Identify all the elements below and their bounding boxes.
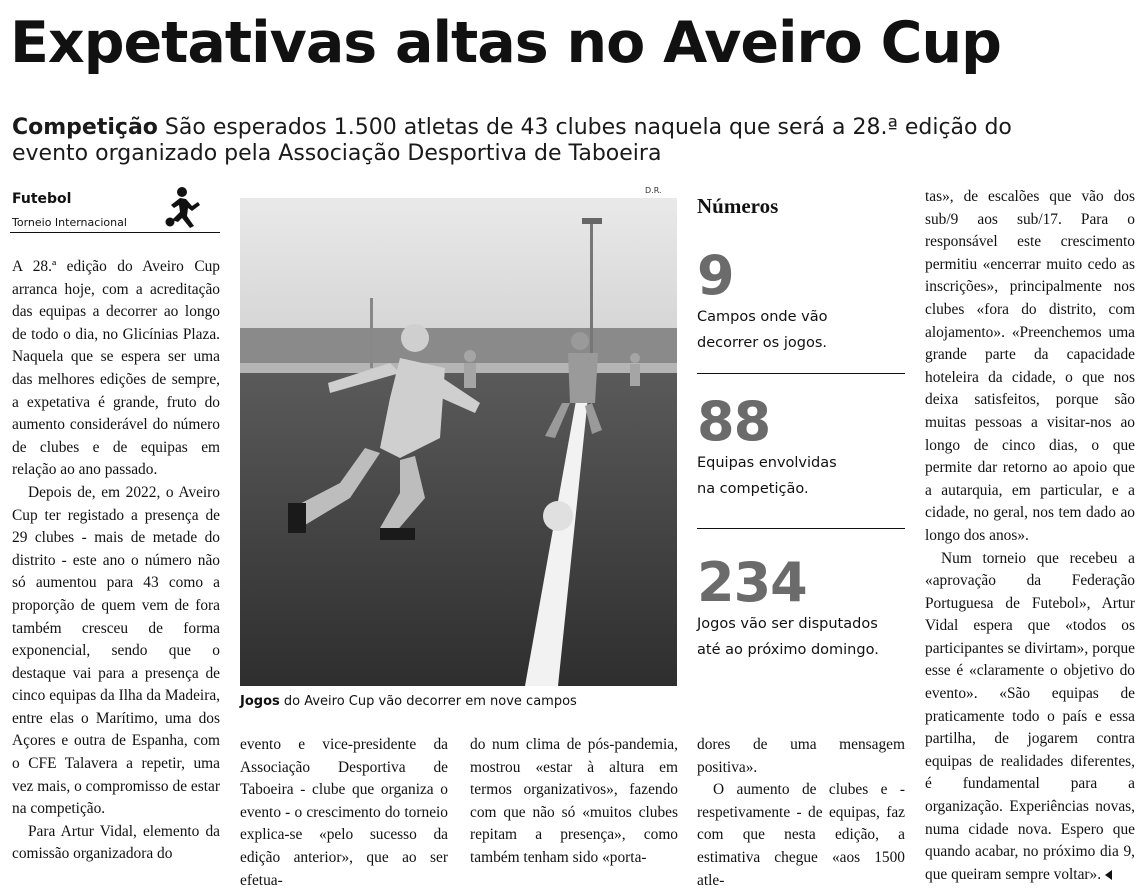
standfirst-text: São esperados 1.500 atletas de 43 clubes naquela que será a 28.ª edição do evento organizado pela Associação Desportiva de Taboeira [12, 115, 1012, 166]
caption-lead: Jogos [240, 694, 280, 709]
stat-campos [697, 244, 905, 356]
standfirst [12, 115, 1012, 167]
stat-divider [697, 528, 905, 529]
photo-caption [240, 694, 677, 709]
match-photo [240, 198, 677, 686]
paragraph: Depois de, em 2022, o Aveiro Cup ter registado a presença de 29 clubes - mais de metade do distrito - este ano o número não só aumentou para 43 como a proporção de quem vem de fora também cresceu de forma exponencial, sendo que o destaque vai para a presença de cinco equipas da Ilha da Madeira, entre elas o Marítimo, uma dos Açores e outra de Espanha, com o CFE Talavera a repetir, uma vez mais, o compromisso de estar na competição. [12, 483, 220, 818]
paragraph: do num clima de pós-pandemia, mostrou «estar à altura em termos organizativos», fazendo com que não só «muitos clubes repitam a presença», como também tenham sido «porta- [470, 736, 678, 866]
paragraph: Para Artur Vidal, elemento da comissão organizadora do [12, 822, 220, 863]
stat-desc: Jogos vão ser disputados [697, 616, 878, 632]
stat-desc: na competição. [697, 481, 809, 497]
article-column-1 [12, 256, 220, 866]
paragraph: O aumento de clubes e - respetivamente - de equipas, faz com que nesta edição, a estimativa chegue «aos 1500 atle- [697, 781, 905, 889]
stat-divider [697, 373, 905, 374]
numbers-title: Números [697, 194, 779, 218]
stat-jogos [697, 551, 905, 663]
stat-desc: até ao próximo domingo. [697, 642, 879, 658]
stat-equipas [697, 390, 905, 502]
headline: Expetativas altas no Aveiro Cup [10, 10, 1001, 76]
paragraph: evento e vice-presidente da Associação Desportiva de Taboeira - clube que organiza o evento - o crescimento do torneio explica-se «pelo sucesso da edição anterior», que ao ser efetua- [240, 736, 448, 889]
paragraph: A 28.ª edição do Aveiro Cup arranca hoje, com a acreditação das equipas a decorrer ao longo de todo o dia, no Glicínias Plaza. Naquela que se espera ser uma das melhores edições de sempre, a expetativa é grande, fruto do aumento considerável do número de clubes e de equipas em relação ao ano passado. [12, 258, 220, 479]
paragraph: tas», de escalões que vão dos sub/9 aos sub/17. Para o responsável este crescimento permitiu «encerrar muito cedo as inscrições», principalmente nos clubes «fora do distrito, com alojamento». «Preenchemos uma grande parte da capacidade hoteleira da cidade, o que nos deixa satisfeitos, porque são muitas pessoas a visitar-nos ao longo de cinco dias, o que permite dar retorno ao apoio que a autarquia, em particular, e a cidade, no geral, nos tem dado ao longo dos anos». [925, 188, 1135, 544]
article-column-4 [697, 734, 905, 892]
section-rule [10, 232, 220, 233]
photo-credit: D.R. [645, 186, 662, 195]
stat-desc: Campos onde vão [697, 309, 828, 325]
article-column-3 [470, 734, 678, 870]
stat-desc: Equipas envolvidas [697, 455, 837, 471]
paragraph: dores de uma mensagem positiva». [697, 736, 905, 776]
stat-desc: decorrer os jogos. [697, 335, 827, 351]
stat-value: 88 [697, 390, 771, 453]
football-player-icon [162, 186, 202, 230]
section-label: Futebol [12, 191, 72, 207]
caption-text: do Aveiro Cup vão decorrer em nove campos [279, 694, 577, 709]
standfirst-kicker: Competição [12, 115, 158, 140]
stat-value: 9 [697, 244, 734, 307]
paragraph-final [925, 548, 1135, 887]
paragraph-text: Num torneio que recebeu a «aprovação da Federação Portuguesa de Futebol», Artur Vidal espera que «todos os participantes se divirtam», porque esse é «claramente o objetivo do evento». «São equipas de praticamente todo o país e essa partilha, de jogarem contra equipas de realidades diferentes, é fundamental para a organização. Experiências novas, numa cidade nova. Espero que quando acabar, no próximo dia 9, que queiram sempre voltar». [925, 549, 1135, 883]
stat-value: 234 [697, 551, 807, 614]
section-sublabel: Torneio Internacional [12, 216, 127, 229]
article-column-2 [240, 734, 448, 892]
article-column-5 [925, 186, 1135, 886]
